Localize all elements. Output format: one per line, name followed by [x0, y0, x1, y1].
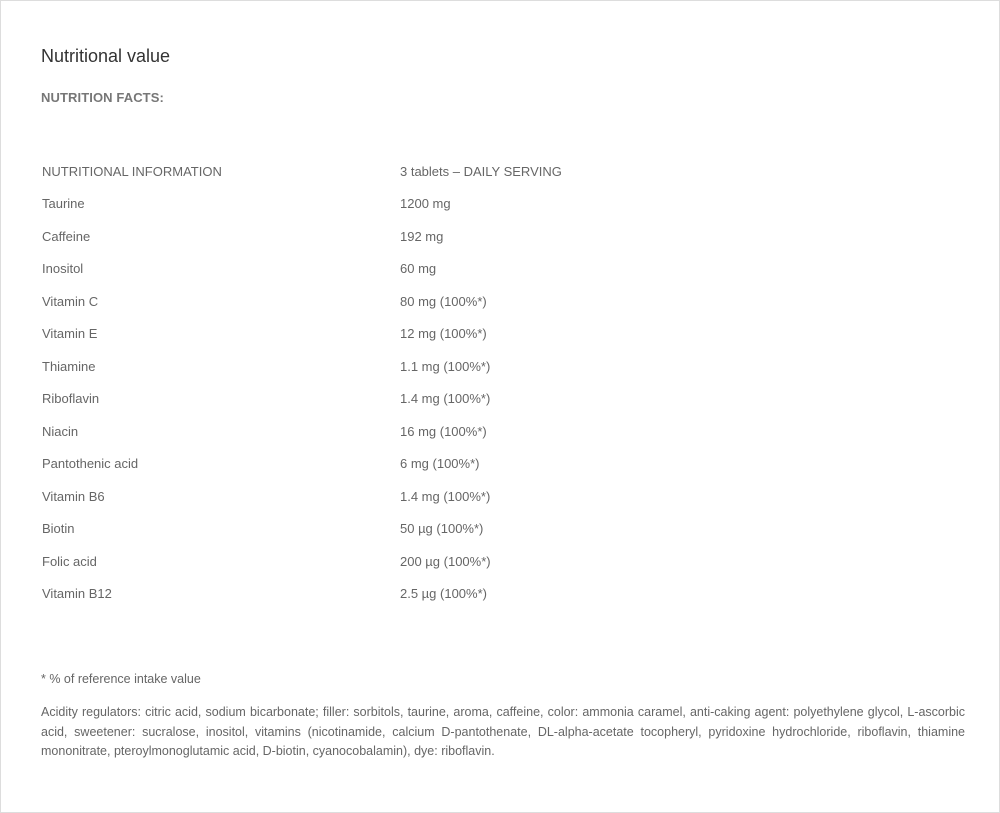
- nutrient-amount: 192 mg: [400, 228, 444, 244]
- table-header-row: [42, 155, 700, 188]
- nutrient-amount: 1.1 mg (100%*): [400, 358, 491, 374]
- nutrient-name: Vitamin B6: [42, 488, 105, 504]
- nutrient-name: Thiamine: [42, 358, 96, 374]
- nutrient-amount: 6 mg (100%*): [400, 456, 480, 472]
- nutrient-amount: 2.5 µg (100%*): [400, 586, 487, 602]
- table-row: [42, 448, 700, 481]
- table-row: [42, 350, 700, 383]
- nutrient-name: Taurine: [42, 196, 85, 212]
- nutrient-amount: 80 mg (100%*): [400, 293, 487, 309]
- nutrition-table-body: [42, 155, 700, 610]
- nutrient-name: Pantothenic acid: [42, 456, 139, 472]
- nutrient-name: Caffeine: [42, 228, 91, 244]
- nutrient-amount: 200 µg (100%*): [400, 553, 491, 569]
- table-row: [42, 513, 700, 546]
- header-cell-name: NUTRITIONAL INFORMATION: [42, 163, 222, 179]
- nutrient-name: Folic acid: [42, 553, 97, 569]
- table-row: [42, 318, 700, 351]
- nutrient-name: Riboflavin: [42, 391, 100, 407]
- section-title: Nutritional value: [41, 46, 171, 66]
- nutrient-amount: 1.4 mg (100%*): [400, 391, 491, 407]
- nutrient-name: Niacin: [42, 423, 79, 439]
- nutrient-name: Vitamin C: [42, 293, 99, 309]
- nutrient-amount: 1200 mg: [400, 196, 451, 212]
- table-row: [42, 383, 700, 416]
- table-row: [42, 285, 700, 318]
- nutrient-name: Biotin: [42, 521, 75, 537]
- nutrient-name: Vitamin E: [42, 326, 98, 342]
- table-row: [42, 220, 700, 253]
- section-subtitle: NUTRITION FACTS:: [41, 90, 164, 105]
- table-row: [42, 480, 700, 513]
- nutrient-amount: 60 mg: [400, 261, 437, 277]
- table-row: [42, 545, 700, 578]
- nutrient-name: Inositol: [42, 261, 84, 277]
- table-row: [42, 253, 700, 286]
- table-row: [42, 415, 700, 448]
- nutrient-amount: 50 µg (100%*): [400, 521, 484, 537]
- header-cell-amount: 3 tablets – DAILY SERVING: [400, 163, 562, 179]
- table-row: [42, 578, 700, 611]
- nutrient-name: Vitamin B12: [42, 586, 112, 602]
- nutrient-amount: 1.4 mg (100%*): [400, 488, 491, 504]
- footnote: * % of reference intake value: [41, 672, 201, 686]
- nutrient-amount: 16 mg (100%*): [400, 423, 487, 439]
- nutrition-table: [42, 155, 700, 610]
- ingredients-text: Acidity regulators: citric acid, sodium bicarbonate; filler: sorbitols, taurine, aroma, caffeine, color: ammonia caramel, anti-caking agent: polyethylene glycol, L-ascorbic acid, sweetener: sucralose, inositol, vitamins (nicotinamide, calcium D-pantothenate, DL-alpha-acetate tocopheryl, pyridoxine hydrochloride, riboflavin, thiamine mononitrate, pteroylmonoglutamic acid, D-biotin, cyanocobalamin), dye: riboflavin.: [41, 705, 965, 758]
- table-row: [42, 188, 700, 221]
- nutrient-amount: 12 mg (100%*): [400, 326, 487, 342]
